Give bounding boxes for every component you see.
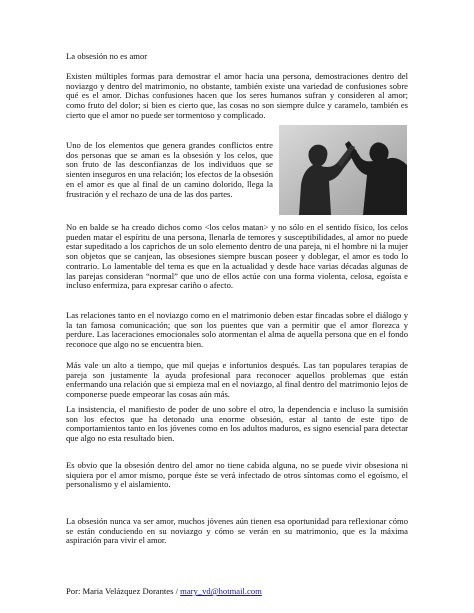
paragraph-5: Más vale un alto a tiempo, que mil quejas e infortunios después. Las tan populares terapias de pareja son justamente la ayuda profesional para reconocer aquellos problemas que están enfermando una relación que si empieza mal en el noviazgo, al final dentro del matrimonio lejos de componerse puede empeorar las cosas aún más. bbox=[66, 360, 408, 400]
author-name: Por: Maria Velázquez Dorantes / bbox=[66, 586, 181, 596]
author-email-link[interactable]: mary_vd@hotmail.com bbox=[180, 586, 262, 596]
couple-conflict-photo bbox=[279, 125, 407, 215]
document-title: La obsesión no es amor bbox=[66, 51, 148, 61]
silhouette-image bbox=[279, 125, 407, 215]
paragraph-6: La insistencia, el manifiesto de poder de uno sobre el otro, la dependencia e incluso la sumisión son los efectos que ha detonado una enorme obsesión, estar al tanto de este tipo de comportamientos tanto en los jóvenes como en los adultos maduros, es signo esencial para detectar que algo no esta resultado bien. bbox=[66, 404, 408, 444]
paragraph-3: No en balde se ha creado dichos como <los celos matan> y no sólo en el sentido físico, los celos pueden matar el espíritu de una persona, llenarla de temores y susceptibilidades, al amor no puede estar supeditado a los caprichos de un solo elemento dentro de una pareja, ni el hombre ni la mujer son objetos que se canjean, las obsesiones siempre buscan poseer y doblegar, el amor es todo lo contrario. Lo lamentable del tema es que en la actualidad y desde hace varias décadas algunas de las parejas consideran “normal” que uno de ellos actúe con una forma violenta, celosa, egoísta e incluso enfermiza, para expresar cariño o afecto. bbox=[66, 222, 408, 291]
paragraph-7: Es obvio que la obsesión dentro del amor no tiene cabida alguna, no se puede vivir obsesiona ni siquiera por el amor mismo, porque éste se verá infectado de otros síntomas como el egoísmo, el personalismo y el aislamiento. bbox=[66, 460, 408, 490]
author-signature bbox=[66, 587, 406, 597]
paragraph-4: Las relaciones tanto en el noviazgo como en el matrimonio deben estar fincadas sobre el diálogo y la tan famosa comunicación; que son los puentes que van a permitir que el amor florezca y perdure. Las laceraciones emocionales solo atormentan el alma de aquella persona que en el fondo reconoce que algo no se encuentra bien. bbox=[66, 310, 408, 350]
paragraph-8: La obsesión nunca va ser amor, muchos jóvenes aún tienen esa oportunidad para reflexionar cómo se están conduciendo en su noviazgo y cómo se verán en su matrimonio, que es la máxima aspiración para vivir el amor. bbox=[66, 516, 408, 546]
paragraph-2: Uno de los elementos que genera grandes conflictos entre dos personas que se aman es la obsesión y los celos, que son fruto de las desconfianzas de los individuos que se sienten inseguros en una relación; los efectos de la obsesión en el amor es que al final de un camino dolorido, llega la frustración y el rechazo de una de las dos partes. bbox=[66, 140, 273, 199]
paragraph-1: Existen múltiples formas para demostrar el amor hacia una persona, demostraciones dentro del noviazgo y dentro del matrimonio, no obstante, también existe una variedad de confusiones sobre qué es el amor. Dichas confusiones hacen que los seres humanos sufran y consideren al amor; como fruto del dolor; si bien es cierto que, las cosas no son siempre dulce y caramelo, también es cierto que el amor no puede ser tormentoso y complicado. bbox=[66, 71, 408, 120]
